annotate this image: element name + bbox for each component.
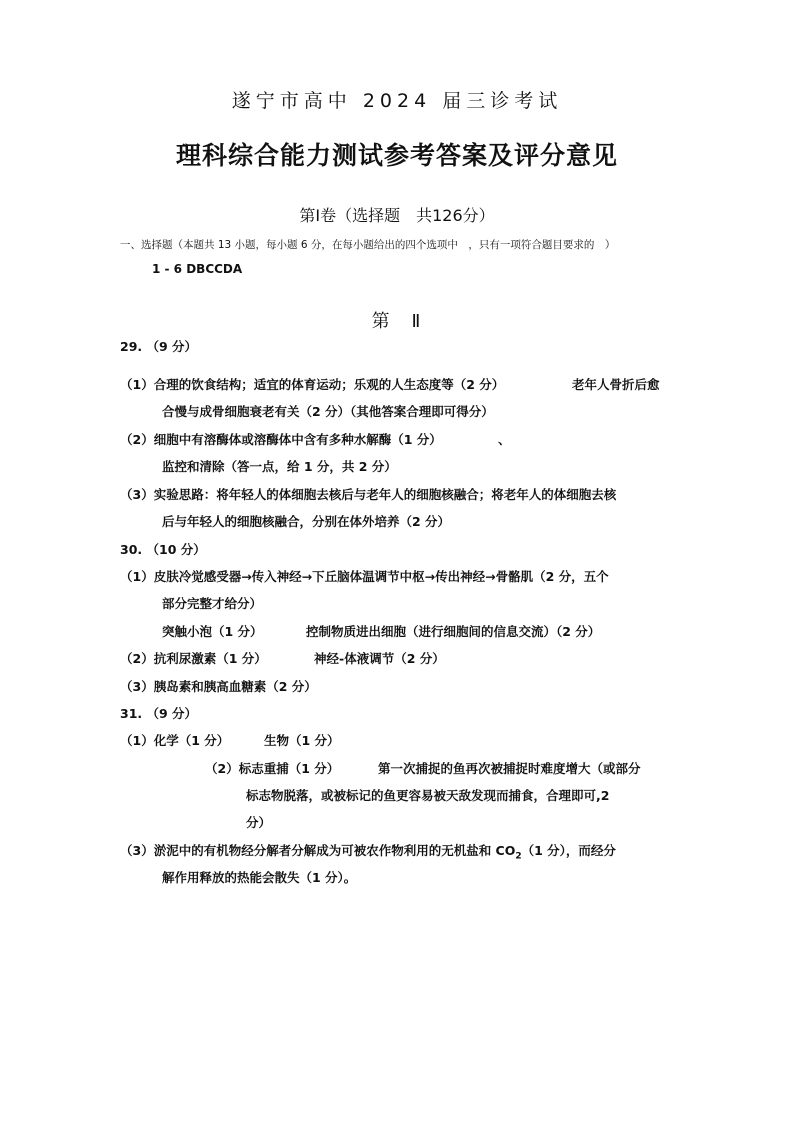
mc-answers: 1 - 6 DBCCDA <box>152 262 243 276</box>
part2-heading: 第 Ⅱ <box>371 311 423 332</box>
q31-answer-2a: （2）标志重捕（1 分） <box>205 761 340 776</box>
document-title: 理科综合能力测试参考答案及评分意见 <box>175 141 618 170</box>
q30-answer-1a: （1）皮肤冷觉感受器→传入神经→下丘脑体温调节中枢→传出神经→骨骼肌（2 分，五个 <box>120 569 609 584</box>
q29-answer-1c: 合慢与成骨细胞衰老有关（2 分）（其他答案合理即可得分） <box>162 404 494 419</box>
q31-answer-3a: （3）淤泥中的有机物经分解者分解成为可被农作物利用的无机盐和 $CO_2(1$ 分），而经分 <box>120 843 616 862</box>
q29-answer-3a: （3）实验思路：将年轻人的体细胞去核后与老年人的细胞核融合；将老年人的体细胞去核 <box>120 487 617 502</box>
q31-answer-3c: 解作用释放的热能会散失（1 分）。 <box>162 870 357 885</box>
q29-answer-3b: 后与年轻人的细胞核融合，分别在体外培养（2 分） <box>162 514 451 529</box>
mc-instruction: 一、选择题（本题共 13 小题，每小题 6 分，在每小题给出的四个选项中 ，只有一项符合题目要求的 ） <box>120 239 616 251</box>
q29-answer-2b: 、 <box>498 432 511 447</box>
q31-answer-1b: 生物（1 分） <box>264 733 340 748</box>
q29-answer-1b: 老年人骨折后愈 <box>572 377 660 392</box>
q30-answer-2b: 神经-体液调节（2 分） <box>314 651 445 666</box>
q29-answer-2a: （2）细胞中有溶酶体或溶酶体中含有多种水解酶（1 分） <box>120 432 442 447</box>
q31-answer-2d: 分） <box>246 815 272 830</box>
q31-header: 31. （9 分） <box>120 706 198 721</box>
q30-answer-1b: 部分完整才给分） <box>162 596 263 611</box>
q31-answer-2c: 标志物脱落，或被标记的鱼更容易被天敌发现而捕食，合理即可,2 <box>246 788 610 803</box>
q30-answer-2a: （2）抗利尿激素（1 分） <box>120 651 267 666</box>
q30-answer-1c: 突触小泡（1 分） <box>162 624 263 639</box>
q29-answer-2c: 监控和清除（答一点，给 1 分，共 2 分） <box>162 459 397 474</box>
q29-answer-1a: （1）合理的饮食结构；适宜的体育运动；乐观的人生态度等（2 分） <box>120 377 505 392</box>
q29-header: 29. （9 分） <box>120 339 198 354</box>
q31-answer-1a: （1）化学（1 分） <box>120 733 230 748</box>
q30-header: 30. （10 分） <box>120 542 206 557</box>
q31-answer-2b: 第一次捕捉的鱼再次被捕捉时难度增大（或部分 <box>378 761 641 776</box>
co2-subscript: 2 <box>515 851 522 862</box>
part1-heading: 第Ⅰ卷（选择题 共126分） <box>299 206 495 225</box>
exam-title: 遂宁市高中 2024 届三诊考试 <box>231 90 563 112</box>
q30-answer-3: （3）胰岛素和胰高血糖素（2 分） <box>120 679 317 694</box>
q30-answer-1d: 控制物质进出细胞（进行细胞间的信息交流）（2 分） <box>306 624 601 639</box>
